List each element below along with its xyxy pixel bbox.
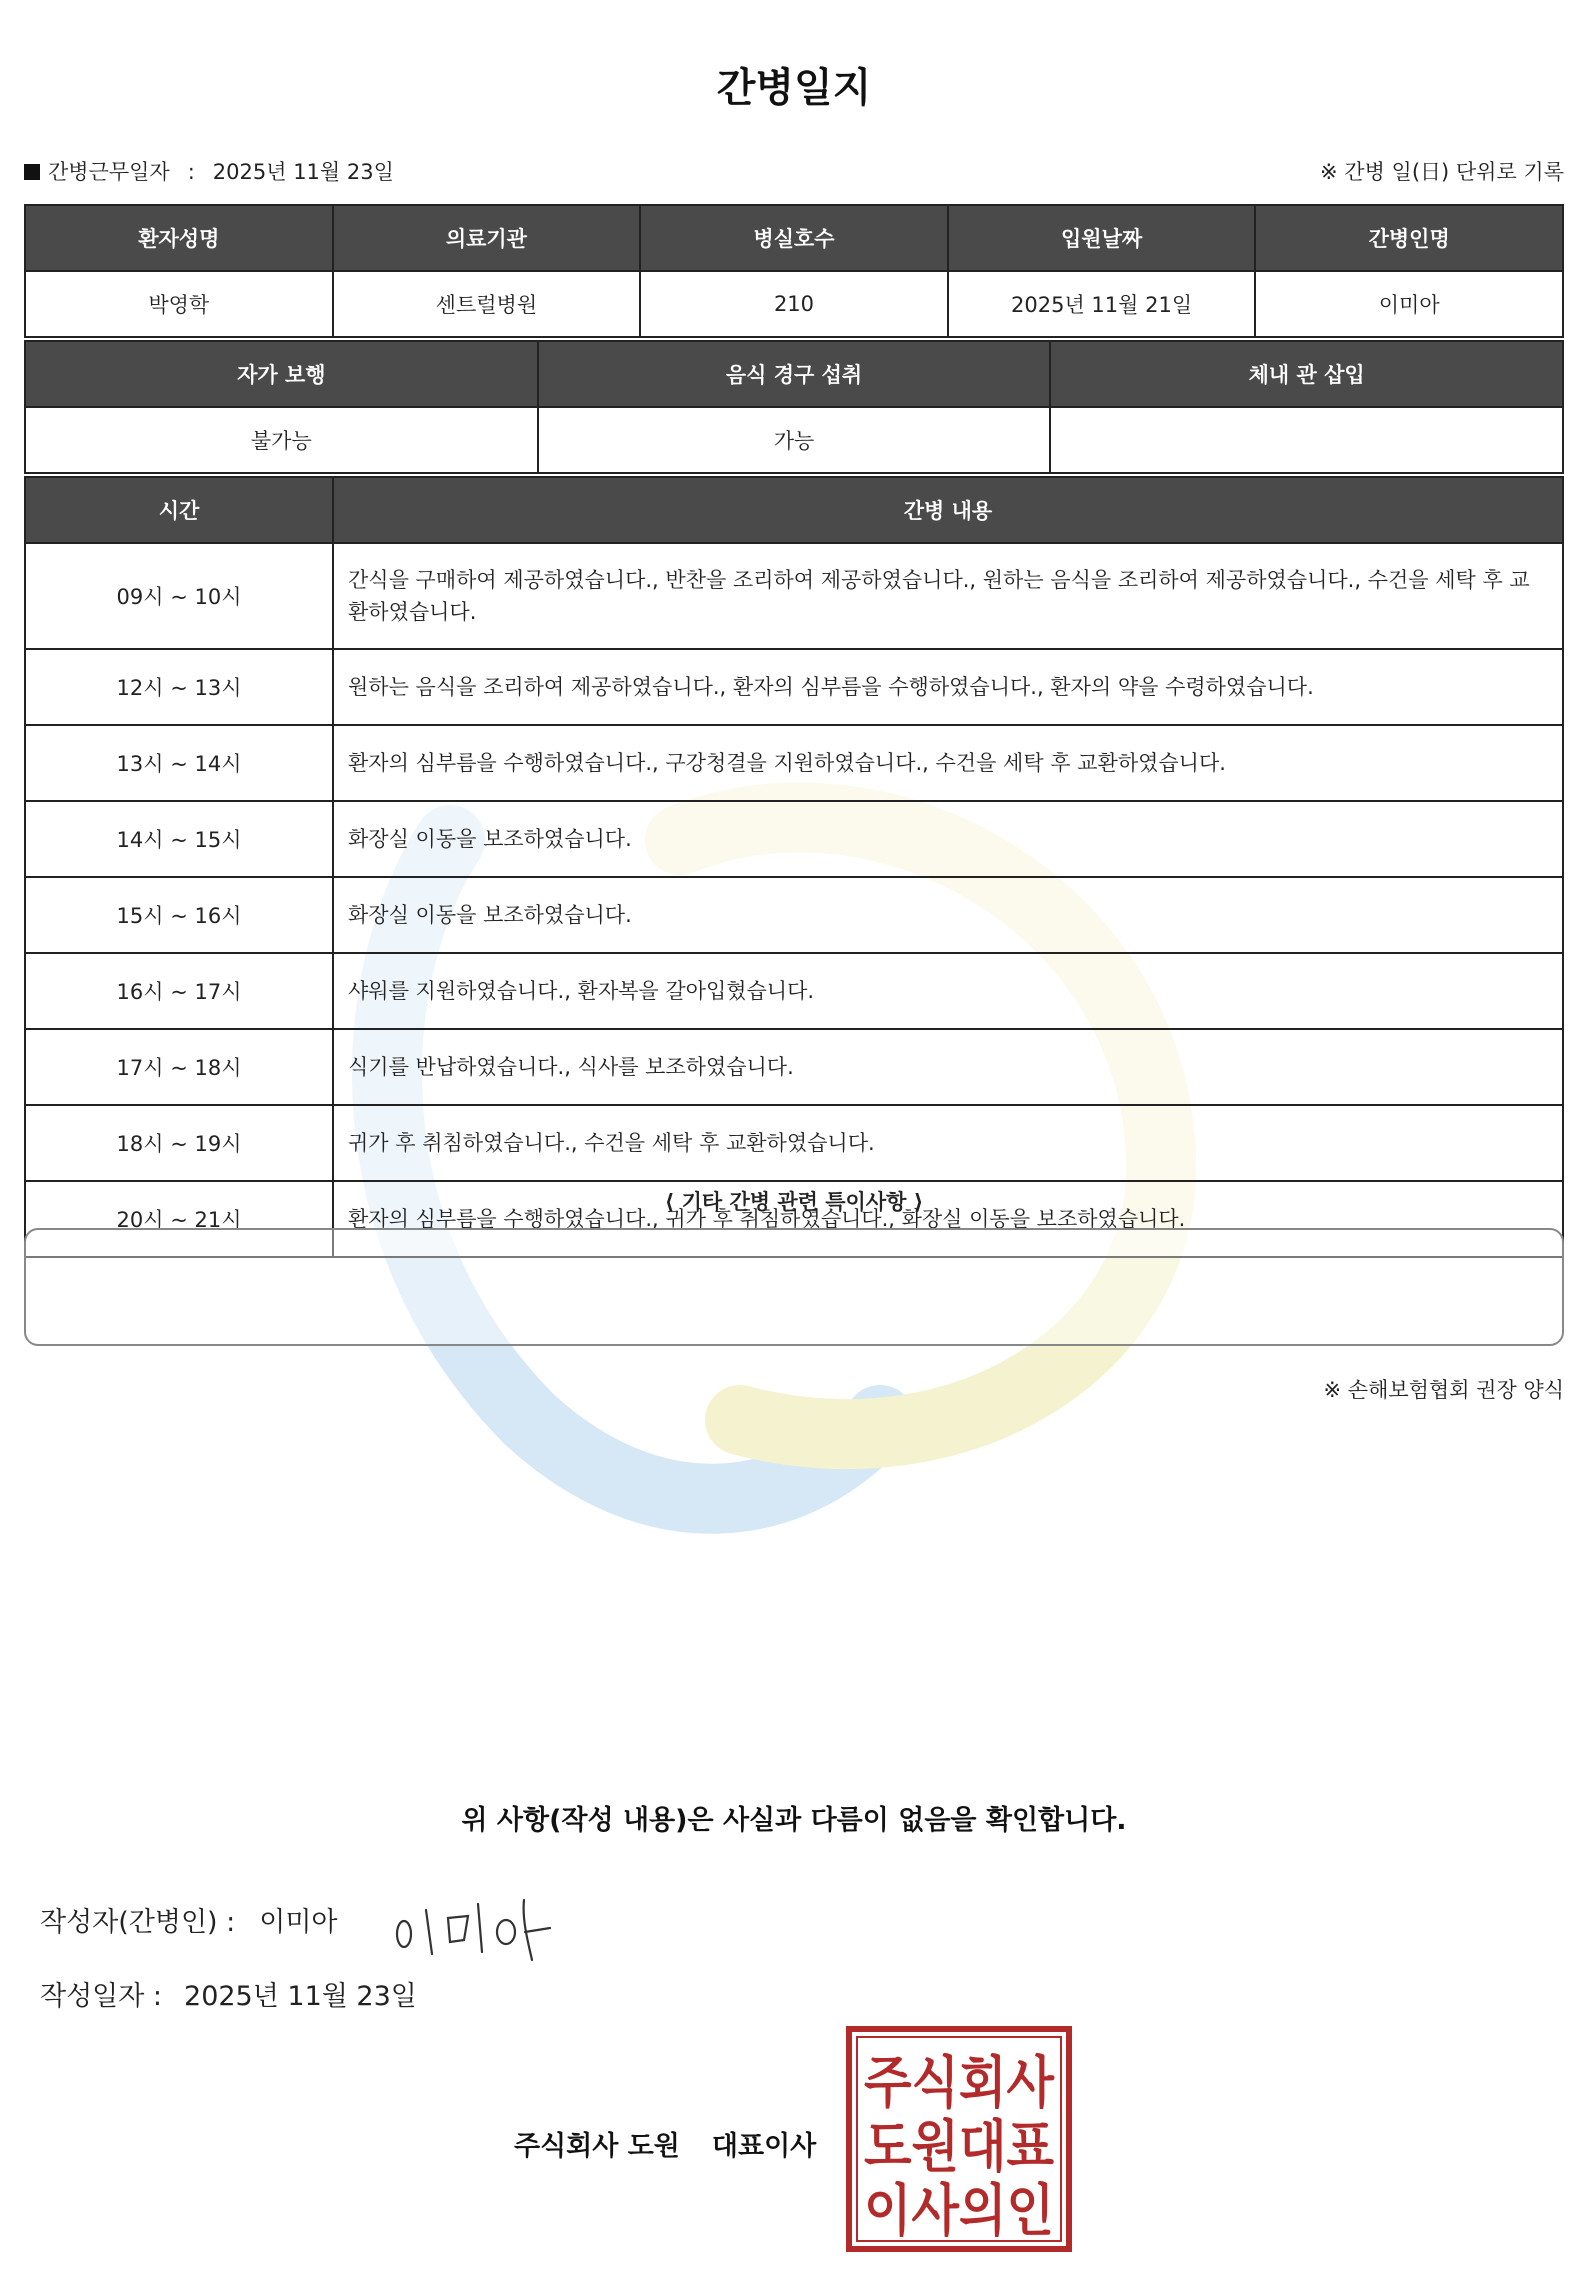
row-time: 17시 ~ 18시 <box>25 1029 333 1105</box>
work-date-separator: : <box>187 160 195 184</box>
header-admission-date: 입원날짜 <box>948 205 1256 271</box>
row-content: 귀가 후 취침하였습니다., 수건을 세탁 후 교환하였습니다. <box>333 1105 1563 1181</box>
square-bullet-icon <box>24 164 40 180</box>
row-time: 20시 ~ 21시 <box>25 1181 333 1257</box>
work-date-label: 간병근무일자 <box>48 160 170 184</box>
table-row <box>25 1029 1563 1105</box>
row-content: 환자의 심부름을 수행하였습니다., 구강청결을 지원하였습니다., 수건을 세탁 후 교환하였습니다. <box>333 725 1563 801</box>
row-content: 환자의 심부름을 수행하였습니다., 귀가 후 취침하였습니다., 화장실 이동을 보조하였습니다. <box>333 1181 1563 1257</box>
work-date-value: 2025년 11월 23일 <box>212 160 394 184</box>
form-footnote: ※ 손해보험협회 권장 양식 <box>1323 1378 1564 1402</box>
care-log-table <box>24 476 1564 1258</box>
row-content: 식기를 반납하였습니다., 식사를 보조하였습니다. <box>333 1029 1563 1105</box>
unit-note: ※ 간병 일(日) 단위로 기록 <box>1320 160 1564 184</box>
row-content: 원하는 음식을 조리하여 제공하였습니다., 환자의 심부름을 수행하였습니다., 환자의 약을 수령하였습니다. <box>333 649 1563 725</box>
written-date-value: 2025년 11월 23일 <box>184 1981 417 2012</box>
row-content: 화장실 이동을 보조하였습니다. <box>333 877 1563 953</box>
header-room: 병실호수 <box>640 205 948 271</box>
header-hospital: 의료기관 <box>333 205 641 271</box>
written-date-row <box>40 1974 417 2013</box>
table-row <box>25 543 1563 649</box>
patient-info-table <box>24 204 1564 338</box>
row-content: 샤워를 지원하였습니다., 환자복을 갈아입혔습니다. <box>333 953 1563 1029</box>
table-row <box>25 801 1563 877</box>
work-date-row <box>24 156 1564 192</box>
writer-row <box>40 1900 338 1939</box>
admission-date: 2025년 11월 21일 <box>948 271 1256 337</box>
writer-name: 이미아 <box>259 1907 338 1938</box>
header-patient-name: 환자성명 <box>25 205 333 271</box>
notes-title: ⟨ 기타 간병 관련 특이사항 ⟩ <box>664 1190 924 1214</box>
writer-label: 작성자(간병인) : <box>40 1907 236 1938</box>
handwritten-signature <box>392 1890 562 1970</box>
row-time: 15시 ~ 16시 <box>25 877 333 953</box>
header-care-content: 간병 내용 <box>333 477 1563 543</box>
seal-line-2: 도원대표 <box>864 2115 1054 2180</box>
row-time: 16시 ~ 17시 <box>25 953 333 1029</box>
row-time: 12시 ~ 13시 <box>25 649 333 725</box>
hospital-name: 센트럴병원 <box>333 271 641 337</box>
header-walking: 자가 보행 <box>25 341 538 407</box>
header-time: 시간 <box>25 477 333 543</box>
header-tube-insertion: 체내 관 삽입 <box>1050 341 1563 407</box>
company-signoff <box>514 2124 816 2163</box>
seal-line-3: 이사의인 <box>864 2179 1054 2244</box>
written-date-label: 작성일자 : <box>40 1981 163 2012</box>
company-seal <box>846 2026 1072 2252</box>
table-row <box>25 649 1563 725</box>
row-content: 간식을 구매하여 제공하였습니다., 반찬을 조리하여 제공하였습니다., 원하는 음식을 조리하여 제공하였습니다., 수건을 세탁 후 교환하였습니다. <box>333 543 1563 649</box>
company-name: 주식회사 도원 <box>514 2131 680 2162</box>
seal-line-1: 주식회사 <box>864 2051 1055 2116</box>
row-time: 14시 ~ 15시 <box>25 801 333 877</box>
company-representative-title: 대표이사 <box>711 2131 817 2162</box>
notes-box <box>24 1228 1564 1346</box>
oral-intake-status: 가능 <box>538 407 1051 473</box>
row-time: 09시 ~ 10시 <box>25 543 333 649</box>
confirmation-statement: 위 사항(작성 내용)은 사실과 다름이 없음을 확인합니다. <box>461 1805 1127 1836</box>
row-content: 화장실 이동을 보조하였습니다. <box>333 801 1563 877</box>
table-row <box>25 953 1563 1029</box>
caregiver-name: 이미아 <box>1255 271 1563 337</box>
room-number: 210 <box>640 271 948 337</box>
patient-status-table <box>24 340 1564 474</box>
table-row <box>25 877 1563 953</box>
tube-insertion-status <box>1050 407 1563 473</box>
table-row <box>25 725 1563 801</box>
table-row <box>25 1105 1563 1181</box>
row-time: 18시 ~ 19시 <box>25 1105 333 1181</box>
walking-status: 불가능 <box>25 407 538 473</box>
header-caregiver-name: 간병인명 <box>1255 205 1563 271</box>
header-oral-intake: 음식 경구 섭취 <box>538 341 1051 407</box>
row-time: 13시 ~ 14시 <box>25 725 333 801</box>
patient-name: 박영학 <box>25 271 333 337</box>
document-title: 간병일지 <box>716 65 872 111</box>
